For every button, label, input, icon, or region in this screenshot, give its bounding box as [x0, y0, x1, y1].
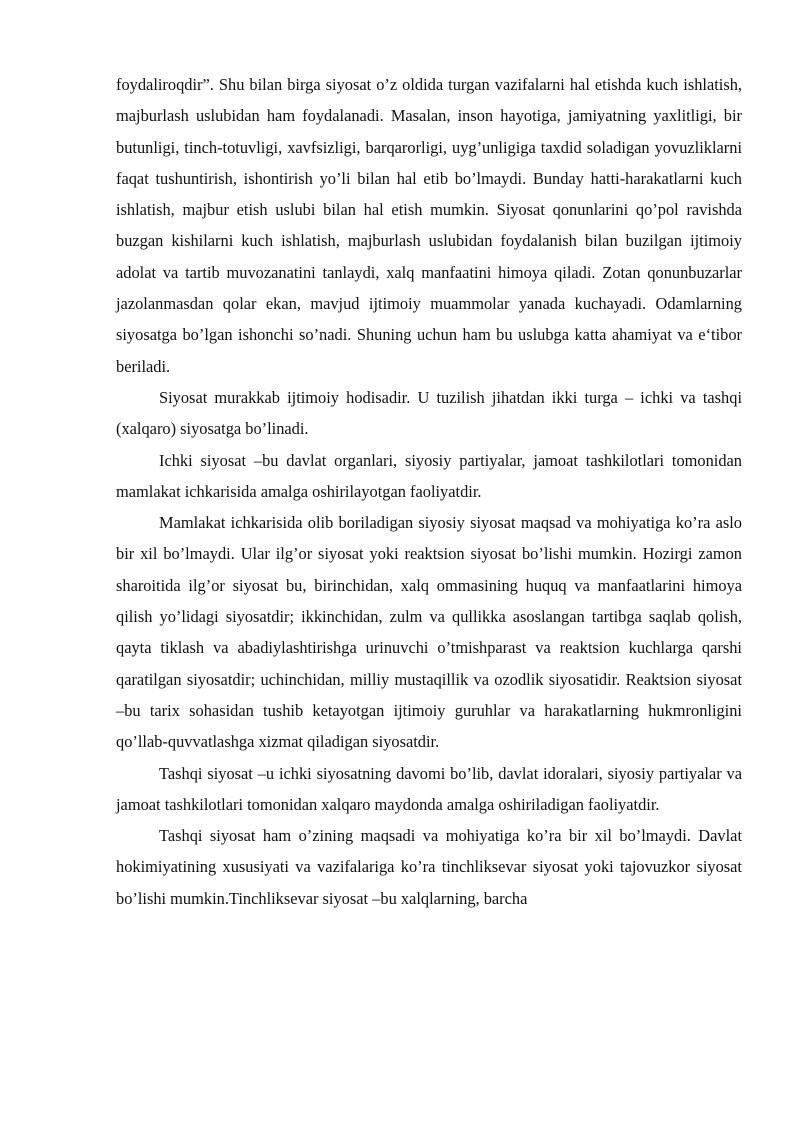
paragraph-policy-types: Siyosat murakkab ijtimoiy hodisadir. U tuzilish jihatdan ikki turga – ichki va tashqi (xalqaro) siyosatga bo’linadi.	[116, 387, 742, 439]
paragraph-coercion-method: foydaliroqdir”. Shu bilan birga siyosat o’z oldida turgan vazifalarni hal etishda kuch ishlatish, majburlash uslubidan ham foydalanadi. Masalan, inson hayotiga, jamiyatning yaxlitligi, bir butunligi, tinch-totuvligi, xavfsizligi, barqarorligi, uyg’unligiga taxdid soladigan yovuzliklarni faqat tushuntirish, ishontirish yo’li bilan hal etib bo’lmaydi. Bunday hatti-harakatlarni kuch ishlatish, majbur etish uslubi bilan hal etish mumkin. Siyosat qonunlarini qo’pol ravishda buzgan kishilarni kuch ishlatish, majburlash uslubidan foydalanish bilan buzilgan ijtimoiy adolat va tartib muvozanatini tanlaydi, xalq manfaatini himoya qiladi. Zotan qonunbuzarlar jazolanmasdan qolar ekan, mavjud ijtimoiy muammolar yanada kuchayadi. Odamlarning siyosatga bo’lgan ishonchi so’nadi. Shuning uchun ham bu uslubga katta ahamiyat va e‘tibor beriladi.	[116, 75, 742, 376]
paragraph-progressive-reactionary: Mamlakat ichkarisida olib boriladigan siyosiy siyosat maqsad va mohiyatiga ko’ra aslo bir xil bo’lmaydi. Ular ilg’or siyosat yoki reaktsion siyosat bo’lishi mumkin. Hozirgi zamon sharoitida ilg’or siyosat bu, birinchidan, xalq ommasining huquq va manfaatlarini himoya qilish yo’lidagi siyosatdir; ikkinchidan, zulm va qullikka asoslangan tartibga saqlab qolish, qayta tiklash va abadiylashtirishga urinuvchi o’tmishparast va reaktsion kuchlarga qarshi qaratilgan siyosatdir; uchinchidan, milliy mustaqillik va ozodlik siyosatidir. Reaktsion siyosat –bu tarix sohasidan tushib ketayotgan ijtimoiy guruhlar va harakatlarning hukmronligini qo’llab-quvvatlashga xizmat qiladigan siyosatdir.	[116, 513, 742, 752]
document-page	[116, 69, 742, 914]
paragraph-foreign-policy: Tashqi siyosat –u ichki siyosatning davomi bo’lib, davlat idoralari, siyosiy partiyalar va jamoat tashkilotlari tomonidan xalqaro maydonda amalga oshiriladigan faoliyatdir.	[116, 763, 742, 814]
paragraph-foreign-policy-types: Tashqi siyosat ham o’zining maqsadi va mohiyatiga ko’ra bir xil bo’lmaydi. Davlat hokimiyatining xususiyati va vazifalariga ko’ra tinchliksevar siyosat yoki tajovuzkor siyosat bo’lishi mumkin.Tinchliksevar siyosat –bu xalqlarning, barcha	[116, 826, 742, 908]
paragraph-domestic-policy: Ichki siyosat –bu davlat organlari, siyosiy partiyalar, jamoat tashkilotlari tomonidan mamlakat ichkarisida amalga oshirilayotgan faoliyatdir.	[116, 450, 742, 501]
